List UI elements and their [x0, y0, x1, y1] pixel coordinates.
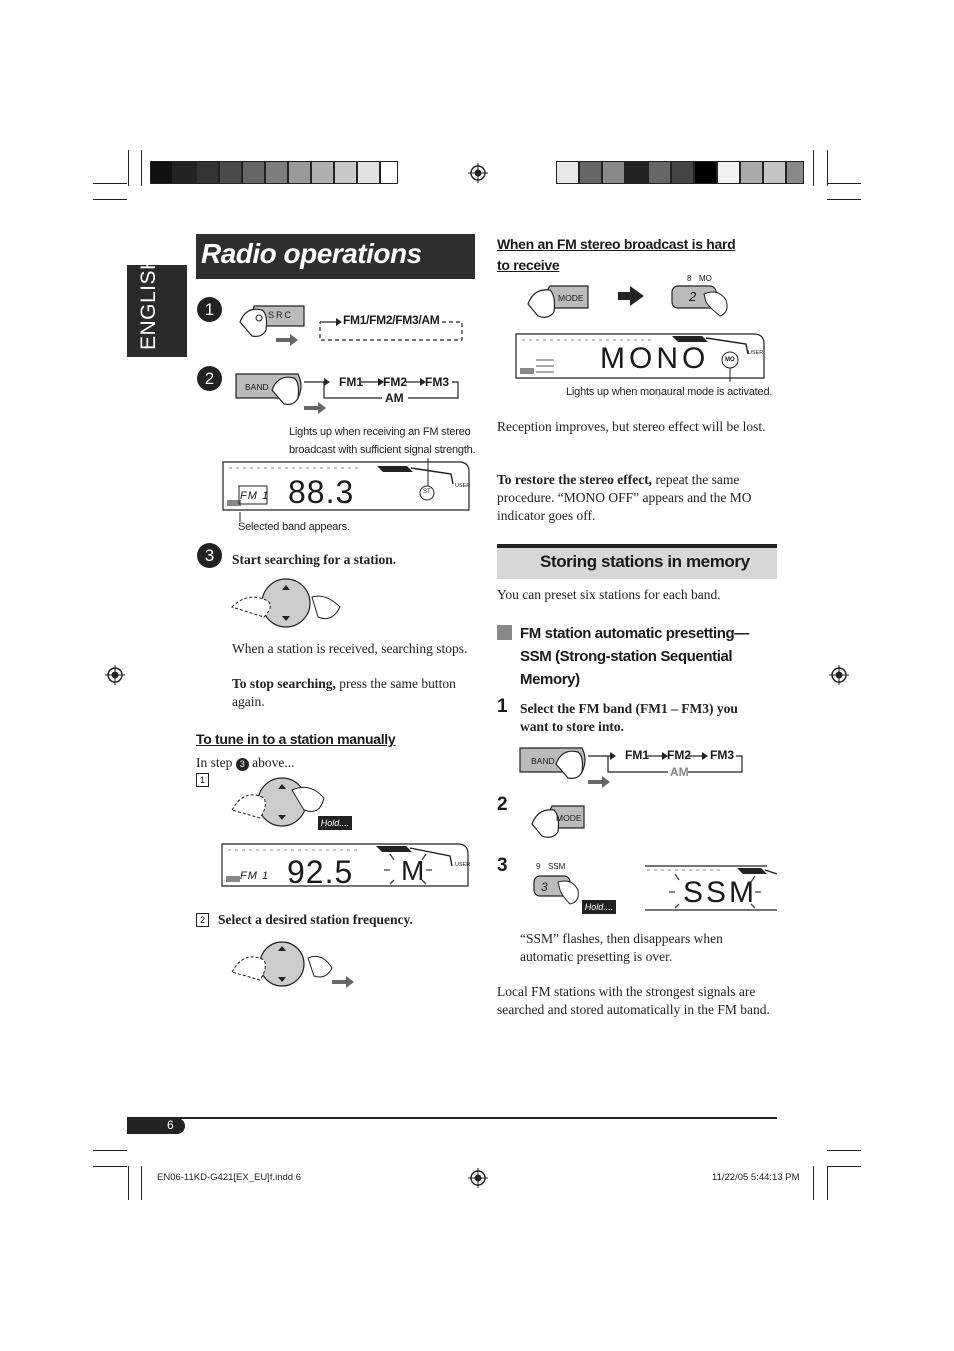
- substep-1-marker: 1: [196, 773, 209, 787]
- display-band: FM 1: [240, 490, 270, 502]
- ssm-step-1-number: 1: [497, 696, 508, 717]
- display-ssm: SSM: [683, 876, 758, 909]
- st-indicator: ST: [423, 489, 431, 495]
- mode-button-label: MODE: [558, 293, 584, 303]
- st-indicator-note: Lights up when receiving an FM stereo broadcast with sufficient signal strength.: [289, 426, 476, 456]
- reception-text: Reception improves, but stereo effect will be lost.: [497, 419, 766, 434]
- ssm-key-label-9: 9: [536, 862, 541, 871]
- substep-2-text: Select a desired station frequency.: [218, 912, 413, 927]
- ssm-band-am: AM: [670, 765, 689, 779]
- restore-stereo-text: To restore the stereo effect, repeat the same procedure. “MONO OFF” appears and the MO indicator goes off.: [497, 472, 752, 523]
- footer-file-name: EN06-11KD-G421[EX_EU]f.indd 6: [157, 1172, 301, 1183]
- page-number: 6: [167, 1118, 174, 1132]
- user-indicator: USER: [455, 483, 471, 489]
- step-1-badge: 1: [197, 297, 222, 322]
- preset-key-2: 2: [689, 289, 697, 304]
- display-memory-indicator: M: [401, 855, 425, 886]
- display-frequency-2: 92.5: [287, 854, 354, 890]
- ssm-band-fm2: FM2: [667, 748, 691, 762]
- registration-target-icon: [829, 665, 849, 685]
- ssm-subhead: FM station automatic presetting— SSM (Strong-station Sequential Memory): [520, 625, 749, 688]
- registration-target-icon: [105, 665, 125, 685]
- band-am-label: AM: [385, 391, 404, 405]
- band-cycle-label: FM1/FM2/FM3/AM: [343, 313, 440, 327]
- manual-tune-intro: In step 3 above...: [196, 755, 295, 770]
- mo-indicator: MO: [725, 357, 735, 363]
- substep-2-marker: 2: [196, 913, 209, 927]
- language-tab-label: ENGLISH: [137, 254, 160, 350]
- mono-heading: When an FM stereo broadcast is hard to receive: [497, 236, 736, 273]
- ssm-flash-note: “SSM” flashes, then disappears when automatic presetting is over.: [520, 931, 723, 964]
- stop-search-note: To stop searching, press the same button again.: [232, 676, 456, 709]
- storing-intro: You can preset six stations for each band.: [497, 587, 721, 602]
- ssm-band-button-label: BAND: [531, 756, 555, 766]
- step-3-heading: Start searching for a station.: [232, 552, 397, 567]
- registration-target-icon: [468, 163, 488, 183]
- section-title: Storing stations in memory: [540, 552, 750, 571]
- key-label-8: 8: [687, 274, 692, 283]
- step-3-description: When a station is received, searching stops.: [232, 641, 468, 656]
- ssm-step-3-number: 3: [497, 855, 508, 876]
- page-title: Radio operations: [201, 238, 422, 269]
- preset-key-3: 3: [541, 880, 548, 894]
- display-mono: MONO: [600, 342, 710, 375]
- selected-band-note: Selected band appears.: [238, 521, 350, 533]
- ssm-band-fm3: FM3: [710, 748, 734, 762]
- control-dial-turn-icon: [228, 940, 358, 994]
- ssm-band-fm1: FM1: [625, 748, 649, 762]
- registration-target-icon: [468, 1168, 488, 1188]
- display-frequency: 88.3: [288, 474, 355, 510]
- control-dial-icon: [228, 577, 348, 629]
- footer-timestamp: 11/22/05 5:44:13 PM: [712, 1172, 800, 1183]
- ssm-mode-button-label: MODE: [556, 813, 582, 823]
- user-indicator-2: USER: [455, 862, 471, 868]
- step-3-badge: 3: [197, 543, 222, 568]
- preset-3-button-illustration: [530, 870, 590, 910]
- ssm-final-text: Local FM stations with the strongest signals are searched and stored automatically in the FM band.: [497, 984, 770, 1017]
- ssm-key-label-ssm: SSM: [548, 862, 566, 871]
- ssm-hold-label: Hold....: [582, 900, 616, 914]
- hold-label: Hold....: [318, 816, 352, 830]
- user-indicator-3: USER: [748, 350, 764, 356]
- manual-tune-heading: To tune in to a station manually: [196, 731, 396, 747]
- band-fm3-label: FM3: [425, 375, 449, 389]
- subhead-square-icon: [497, 625, 512, 640]
- key-label-mo: MO: [699, 274, 712, 283]
- ssm-step-1-text: Select the FM band (FM1 – FM3) you want to store into.: [520, 701, 738, 734]
- ssm-step-2-number: 2: [497, 794, 508, 815]
- page-number-tab: [127, 1118, 185, 1134]
- band-fm1-label: FM1: [339, 375, 363, 389]
- display-band-2: FM 1: [240, 870, 270, 882]
- footer-rule: [127, 1117, 777, 1119]
- band-button-label: BAND: [245, 382, 269, 392]
- mo-indicator-note: Lights up when monaural mode is activated.: [566, 386, 773, 398]
- src-button-label: SRC: [268, 310, 294, 320]
- mode-button-illustration: [514, 280, 754, 322]
- step-2-badge: 2: [197, 366, 222, 391]
- band-fm2-label: FM2: [383, 375, 407, 389]
